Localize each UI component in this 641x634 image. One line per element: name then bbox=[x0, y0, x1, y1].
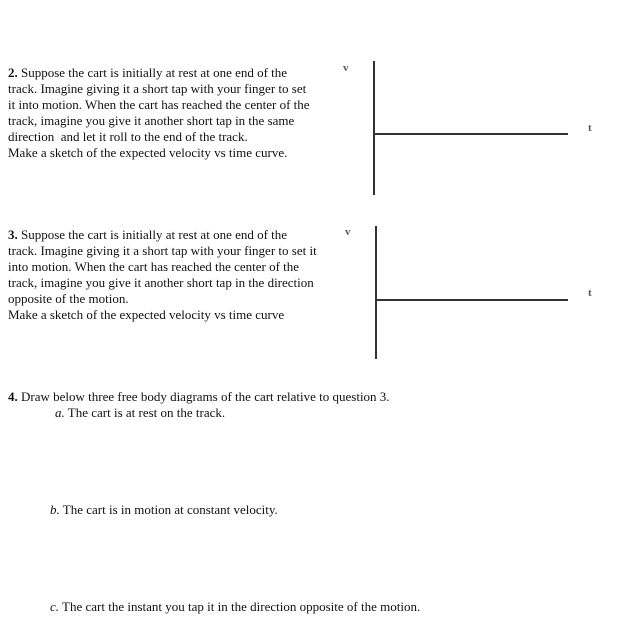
graph-3-x-label: t bbox=[588, 287, 592, 299]
question-number: 4. bbox=[8, 389, 18, 404]
question-4-text bbox=[8, 389, 390, 405]
text-line: track. Imagine giving it a short tap with your finger to set bbox=[8, 81, 307, 96]
text-line: Make a sketch of the expected velocity vs time curve. bbox=[8, 145, 288, 160]
graph-3-y-axis bbox=[375, 226, 377, 359]
text-line: Make a sketch of the expected velocity vs time curve bbox=[8, 307, 285, 322]
part-text: The cart is at rest on the track. bbox=[67, 405, 226, 420]
text-line: Draw below three free body diagrams of the cart relative to question 3. bbox=[21, 389, 390, 404]
part-text: The cart is in motion at constant velocity. bbox=[62, 502, 278, 517]
graph-3-x-axis bbox=[375, 299, 568, 301]
graph-2-x-label: t bbox=[588, 122, 592, 134]
part-letter: c. bbox=[50, 599, 60, 614]
question-2-text bbox=[8, 65, 310, 161]
text-line: track, imagine you give it another short tap in the direction bbox=[8, 275, 314, 290]
question-number: 3. bbox=[8, 227, 18, 242]
graph-2-y-label: v bbox=[343, 62, 349, 74]
part-a bbox=[55, 405, 225, 421]
question-3-text bbox=[8, 227, 317, 323]
text-line: track, imagine you give it another short tap in the same bbox=[8, 113, 295, 128]
text-line: Suppose the cart is initially at rest at one end of the bbox=[21, 227, 288, 242]
part-c bbox=[50, 599, 420, 615]
question-number: 2. bbox=[8, 65, 18, 80]
graph-3-y-label: v bbox=[345, 226, 351, 238]
part-letter: b. bbox=[50, 502, 60, 517]
graph-2-x-axis bbox=[373, 133, 568, 135]
graph-2-y-axis bbox=[373, 61, 375, 195]
text-line: opposite of the motion. bbox=[8, 291, 129, 306]
text-line: track. Imagine giving it a short tap with your finger to set it bbox=[8, 243, 317, 258]
part-b bbox=[50, 502, 278, 518]
text-line: it into motion. When the cart has reached the center of the bbox=[8, 97, 310, 112]
part-text: The cart the instant you tap it in the direction opposite of the motion. bbox=[62, 599, 421, 614]
part-letter: a. bbox=[55, 405, 65, 420]
text-line: into motion. When the cart has reached the center of the bbox=[8, 259, 300, 274]
text-line: Suppose the cart is initially at rest at one end of the bbox=[21, 65, 288, 80]
text-line: direction and let it roll to the end of the track. bbox=[8, 129, 248, 144]
